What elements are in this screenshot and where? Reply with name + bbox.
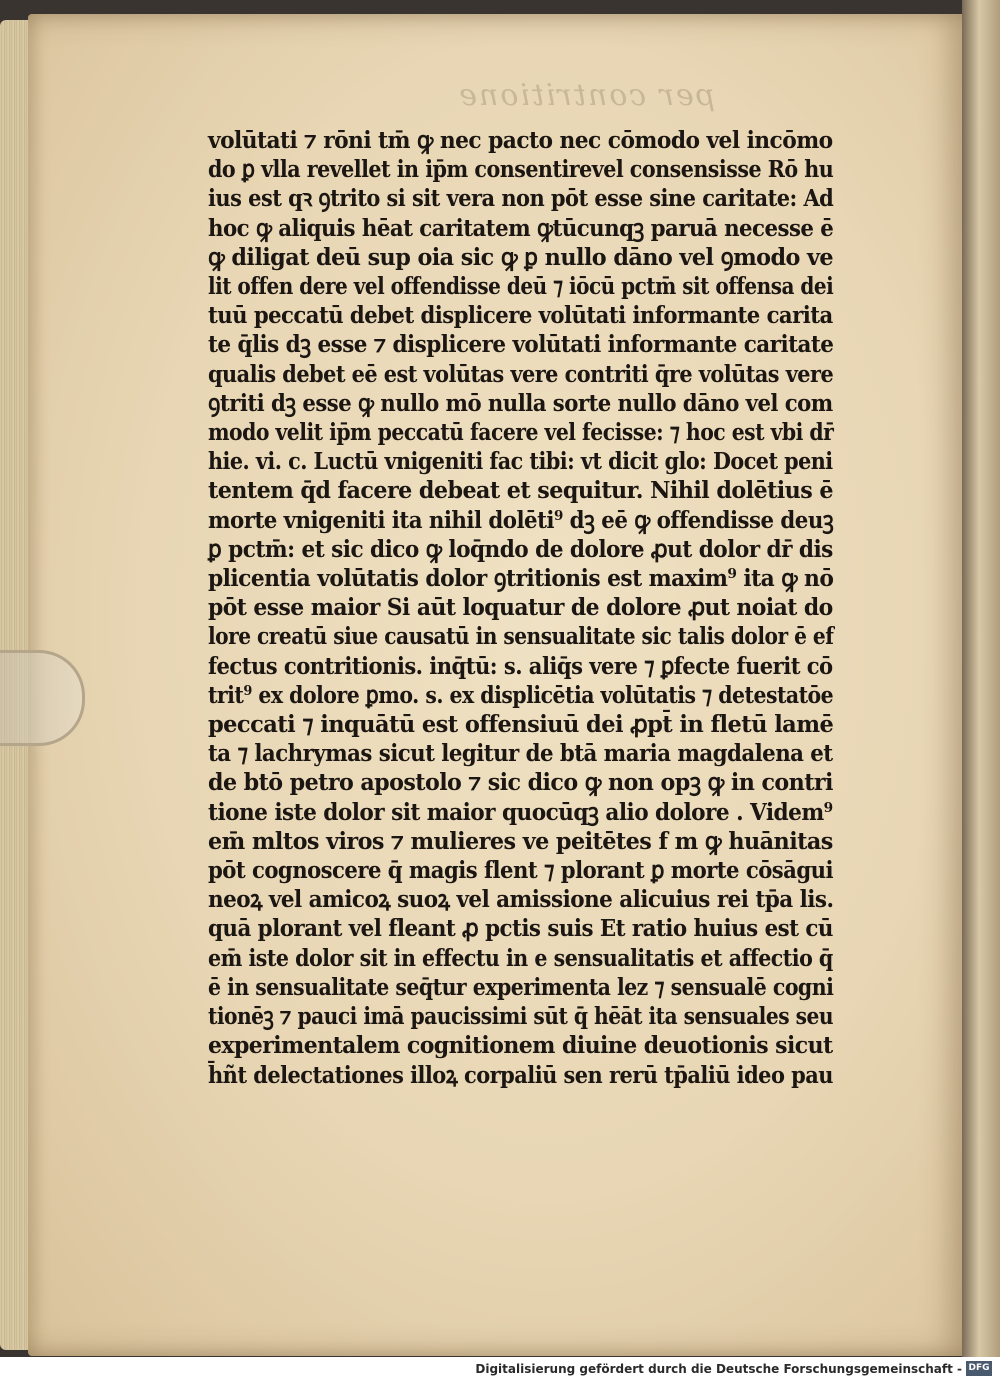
text-line: tentem q̄d facere debeat et sequitur. Nihil dolētius ē xyxy=(208,476,834,505)
text-line: peccati ⁊ inquātū est offensiuū dei ꝓpt̄ in fletū lamē xyxy=(208,710,834,739)
book-clasp xyxy=(0,650,85,746)
text-line: hie. vi. c. Luctū vnigeniti fac tibi: vt dicit glo: Docet peni xyxy=(208,447,833,476)
funding-credit: Digitalisierung gefördert durch die Deutsche Forschungsgemeinschaft - xyxy=(475,1362,962,1376)
text-line: trit⁹ ex dolore ꝑmo. s. ex displicētia volūtatis ⁊ detestatōe xyxy=(208,680,834,709)
text-line: h̄ñt delectationes illoꝝ corpaliū sen rerū tp̄aliū ideo pau xyxy=(208,1060,833,1089)
text-line: ꝙ diligat deū sup oia sic ꝙ ꝑ nullo dāno vel ꝯmodo ve xyxy=(208,242,834,271)
text-line: plicentia volūtatis dolor ꝯtritionis est maxim⁹ ita ꝙ nō xyxy=(208,564,834,593)
text-line: em̄ iste dolor sit in effectu in e sensualitatis et affectio q̄ xyxy=(208,943,833,972)
text-line: hoc ꝙ aliquis hēat caritatem ꝙtūcunqꝫ paruā necesse ē xyxy=(208,213,834,242)
text-line: pōt esse maior Si aūt loquatur de dolore ꝓut noiat do xyxy=(208,593,833,622)
text-line: lit offen dere vel offendisse deū ⁊ iōcū pctm̄ sit offensa dei xyxy=(208,272,834,301)
text-line: modo velit ip̄m peccatū facere vel fecisse: ⁊ hoc est vbi dr̄ xyxy=(208,418,834,447)
text-line: ꝯtriti dꝫ esse ꝙ nullo mō nulla sorte nullo dāno vel com xyxy=(208,388,833,417)
page-text xyxy=(208,126,833,1090)
text-line: ē in sensualitate seq̄tur experimenta lez ⁊ sensualē cogni xyxy=(208,972,834,1001)
text-line: ta ⁊ lachrymas sicut legitur de btā maria magdalena et xyxy=(208,739,833,768)
text-line: experimentalem cognitionem diuine deuotionis sicut xyxy=(208,1031,833,1060)
text-line: te q̄lis dꝫ esse ⁊ displicere volūtati informante caritate xyxy=(208,330,834,359)
text-line: em̄ mltos viros ⁊ mulieres ve peitētes f m ꝙ huānitas xyxy=(208,826,833,855)
text-line: de btō petro apostolo ⁊ sic dico ꝙ non opꝫ ꝙ in contri xyxy=(208,768,833,797)
text-line: ꝑ pctm̄: et sic dico ꝙ loq̄ndo de dolore ꝓut dolor dr̄ dis xyxy=(208,534,833,563)
text-line: tuū peccatū debet displicere volūtati informante carita xyxy=(208,301,833,330)
text-line: quā plorant vel fleant ꝓ pctis suis Et ratio huius est cū xyxy=(208,914,833,943)
text-line: ius est qꝛ ꝯtrito si sit vera non pōt esse sine caritate: Ad xyxy=(208,184,834,213)
text-line: do ꝑ vlla revellet in ip̄m consentirevel consensisse Rō hu xyxy=(208,155,834,184)
text-line: neoꝝ vel amicoꝝ suoꝝ vel amissione alicuius rei tp̄a lis. xyxy=(208,885,834,914)
text-line: volūtati ⁊ rōni tm̄ ꝙ nec pacto nec cōmodo vel incōmo xyxy=(208,126,833,154)
text-line: tionēꝫ ⁊ pauci imā paucissimi sūt q̄ hēāt ita sensuales seu xyxy=(208,1002,834,1031)
text-line: lore creatū siue causatū in sensualitate sic talis dolor ē ef xyxy=(208,622,834,651)
book-spine xyxy=(962,0,1000,1382)
dfg-logo: DFG xyxy=(966,1361,992,1376)
text-line: morte vnigeniti ita nihil dolēti⁹ dꝫ eē ꝙ offendisse deuꝫ xyxy=(208,505,834,534)
text-line: tione iste dolor sit maior quocūqꝫ alio dolore . Videm⁹ xyxy=(208,797,833,826)
text-line: qualis debet eē est volūtas vere contriti q̄re volūtas vere xyxy=(208,359,834,388)
show-through-header: per contritione xyxy=(457,78,715,113)
text-line: pōt cognoscere q̄ magis flent ⁊ plorant ꝑ morte cōsāgui xyxy=(208,856,834,885)
text-line: fectus contritionis. inq̄tū: s. aliq̄s vere ⁊ ꝑfecte fuerit cō xyxy=(208,651,833,680)
